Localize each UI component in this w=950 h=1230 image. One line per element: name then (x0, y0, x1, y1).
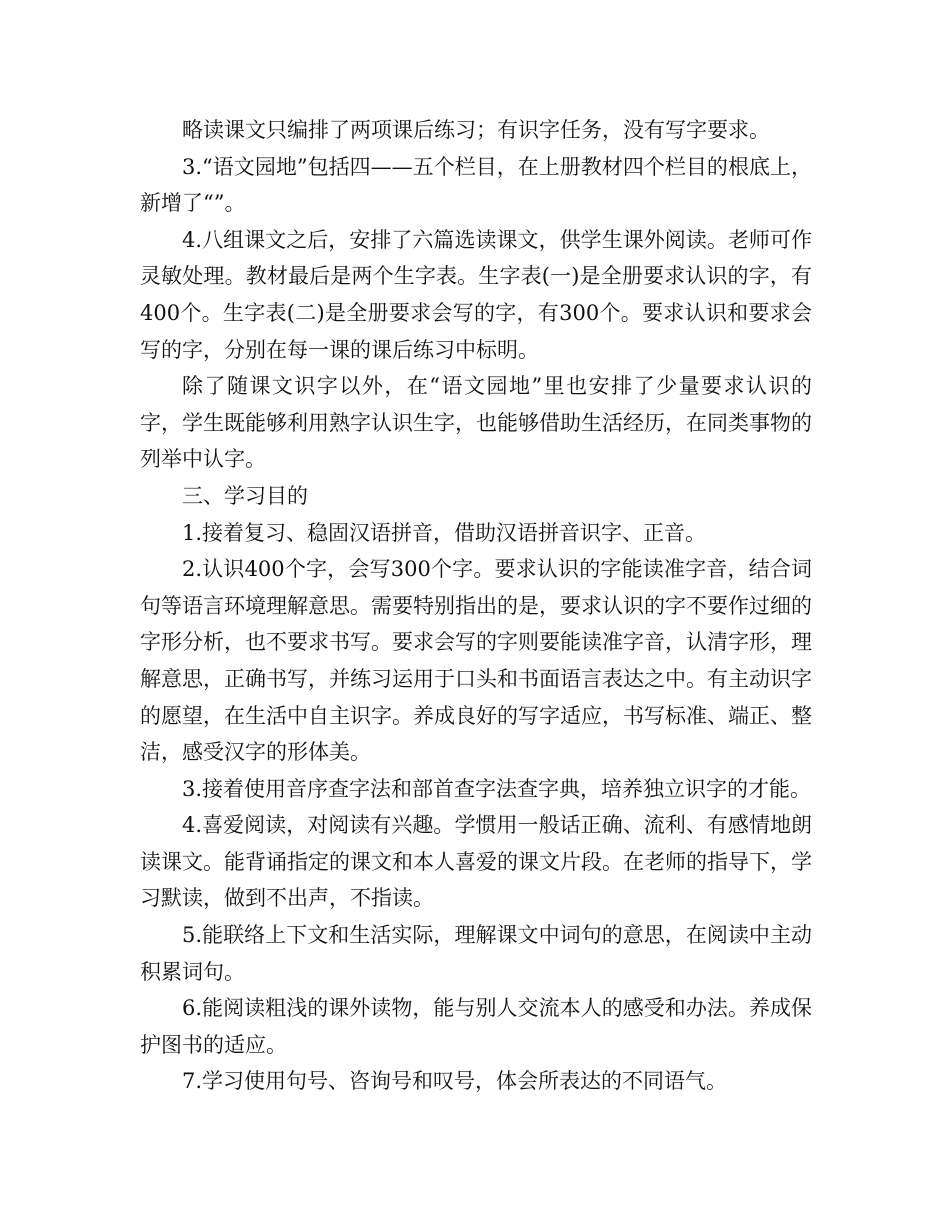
document-page (140, 112, 812, 1100)
paragraph: 4.八组课文之后，安排了六篇选读课文，供学生课外阅读。老师可作灵敏处理。教材最后是两个生字表。生字表(一)是全册要求认识的字，有400个。生字表(二)是全册要求会写的字，有300个。要求认识和要求会写的字，分别在每一课的课后练习中标明。 (140, 227, 812, 362)
paragraph: 3.“语文园地”包括四——五个栏目，在上册教材四个栏目的根底上，新增了“”。 (140, 154, 812, 216)
paragraph: 1.接着复习、稳固汉语拼音，借助汉语拼音识字、正音。 (182, 520, 707, 545)
paragraph: 除了随课文识字以外，在“语文园地”里也安排了少量要求认识的字，学生既能够利用熟字认识生字，也能够借助生活经历，在同类事物的列举中认字。 (140, 374, 812, 472)
paragraph: 2.认识400个字，会写300个字。要求认识的字能读准字音，结合词句等语言环境理解意思。需要特别指出的是，要求认识的字不要作过细的字形分析，也不要求书写。要求会写的字则要能读准字音，认清字形，理解意思，正确书写，并练习运用于口头和书面语言表达之中。有主动识字的愿望，在生活中自主识字。养成良好的写字适应，书写标准、端正、整洁，感受汉字的形体美。 (140, 557, 812, 765)
paragraph: 5.能联络上下文和生活实际，理解课文中词句的意思，在阅读中主动积累词句。 (140, 923, 812, 984)
paragraph: 7.学习使用句号、咨询号和叹号，体会所表达的不同语气。 (182, 1069, 728, 1094)
paragraph: 4.喜爱阅读，对阅读有兴趣。学惯用一般话正确、流利、有感情地朗读课文。能背诵指定的课文和本人喜爱的课文片段。在老师的指导下，学习默读，做到不出声，不指读。 (140, 813, 812, 911)
section-heading: 三、学习目的 (182, 483, 308, 508)
paragraph: 略读课文只编排了两项课后练习；有识字任务，没有写字要求。 (182, 118, 770, 142)
paragraph: 6.能阅读粗浅的课外读物，能与别人交流本人的感受和办法。养成保护图书的适应。 (140, 996, 812, 1057)
paragraph: 3.接着使用音序查字法和部首查字法查字典，培养独立识字的才能。 (182, 776, 812, 801)
